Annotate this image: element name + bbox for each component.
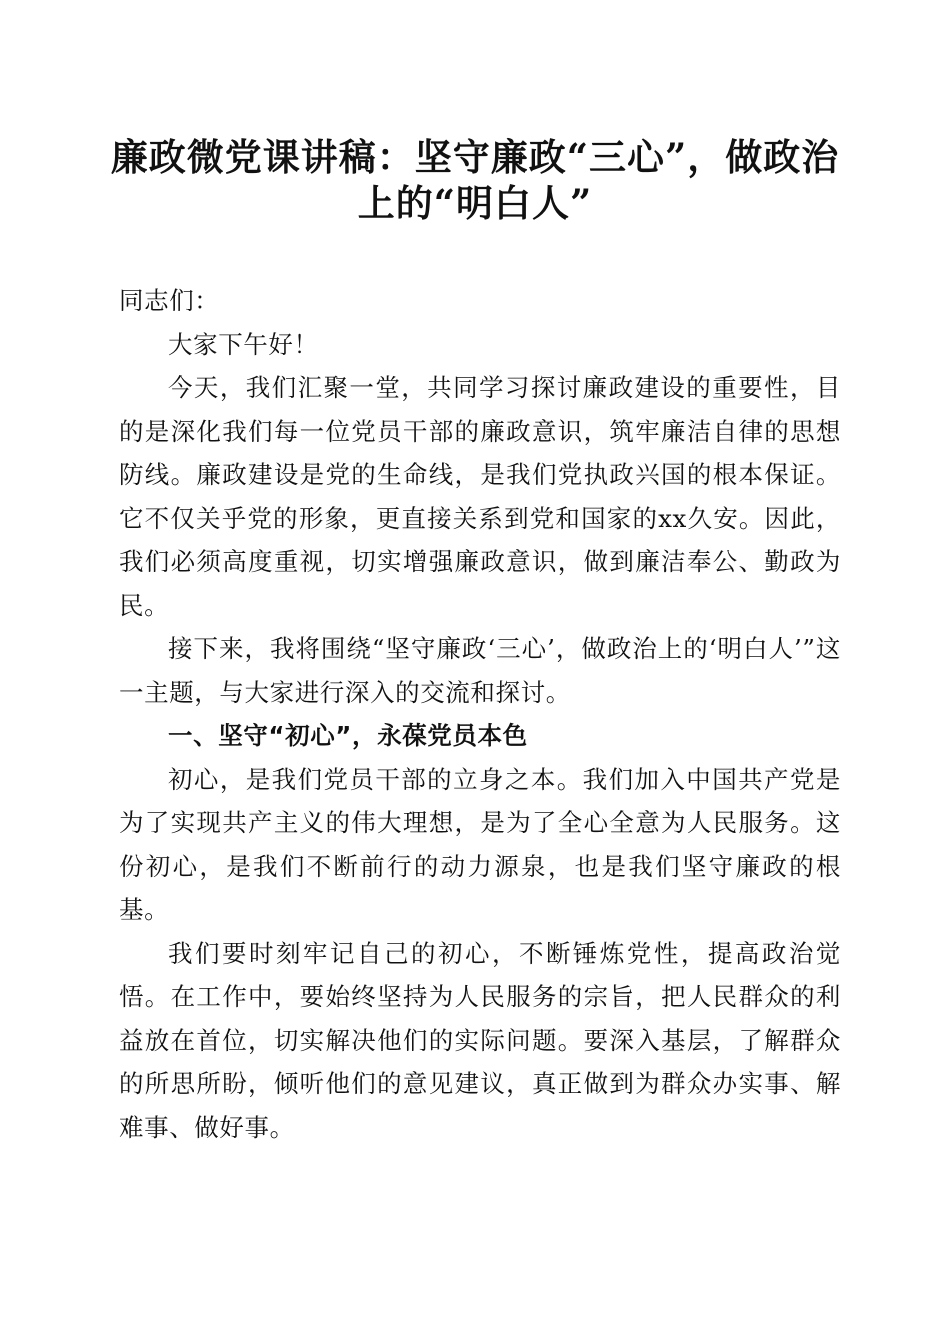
salutation: 同志们： [119, 286, 220, 315]
section1-paragraph-1: 初心，是我们党员干部的立身之本。我们加入中国共产党是为了实现共产主义的伟大理想，是为了全心全意为人民服务。这份初心，是我们不断前行的动力源泉，也是我们坚守廉政的根基。 [119, 764, 841, 924]
section1-paragraph-2: 我们要时刻牢记自己的初心，不断锤炼党性，提高政治觉悟。在工作中，要始终坚持为人民服务的宗旨，把人民群众的利益放在首位，切实解决他们的实际问题。要深入基层，了解群众的所思所盼，倾听他们的意见建议，真正做到为群众办实事、解难事、做好事。 [119, 938, 841, 1142]
greeting: 大家下午好！ [168, 329, 319, 359]
paragraph-intro: 今天，我们汇聚一堂，共同学习探讨廉政建设的重要性，目的是深化我们每一位党员干部的廉政意识，筑牢廉洁自律的思想防线。廉政建设是党的生命线，是我们党执政兴国的根本保证。它不仅关乎党的形象，更直接关系到党和国家的xx久安。因此，我们必须高度重视，切实增强廉政意识，做到廉洁奉公、勤政为民。 [119, 373, 841, 620]
title-line-2: 上的“明白人” [357, 181, 593, 225]
document-body [119, 279, 841, 1149]
title-line-1: 廉政微党课讲稿：坚守廉政“三心”，做政治 [110, 135, 840, 179]
section-heading-1: 一、坚守“初心”，永葆党员本色 [168, 721, 528, 750]
document-title [110, 134, 840, 226]
paragraph-topic: 接下来，我将围绕“坚守廉政‘三心’，做政治上的‘明白人’”这一主题，与大家进行深入的交流和探讨。 [119, 634, 841, 707]
